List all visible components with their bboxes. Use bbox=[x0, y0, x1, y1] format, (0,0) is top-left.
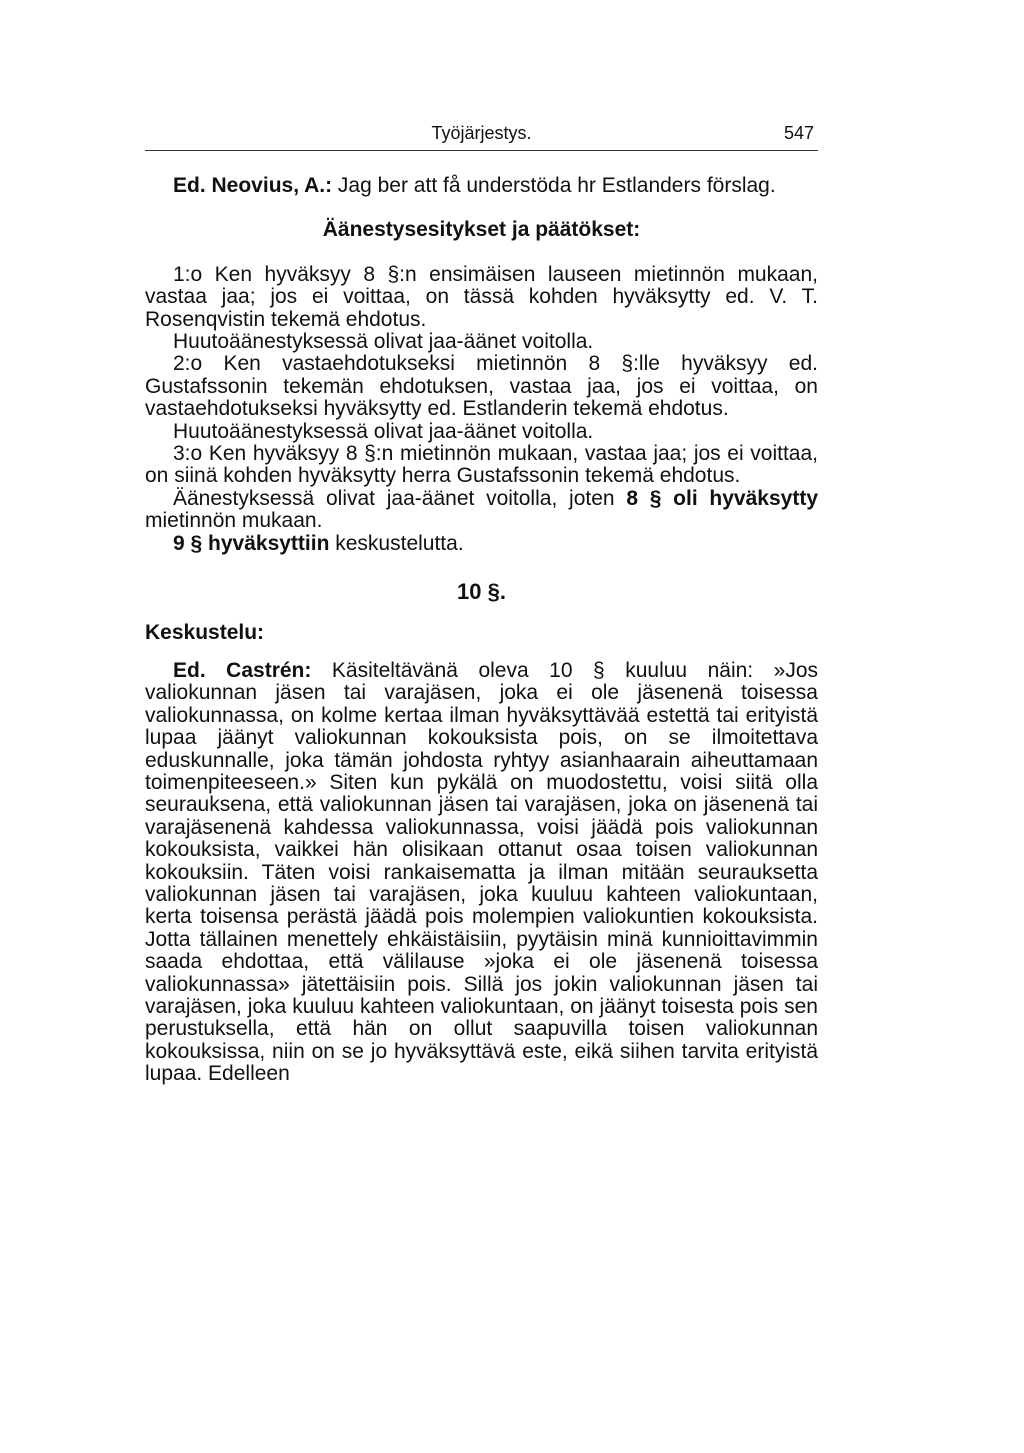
section-nine-end: keskustelutta. bbox=[329, 531, 464, 555]
section-nine-note bbox=[145, 533, 818, 555]
section-heading: 10 §. bbox=[457, 579, 506, 605]
vote-proposal-1: 1:o Ken hyväksyy 8 §:n ensimäisen lauseen mietinnön mukaan, vastaa jaa; jos ei voittaa, on tässä kohden hyväksytty ed. V. T. Rosenqvistin tekemä ehdotus. bbox=[145, 262, 818, 331]
vote-result-3-bold: 8 § oli hyväksytty bbox=[626, 486, 818, 510]
vote-result-3-start: Äänestyksessä olivat jaa-äänet voitolla, joten bbox=[173, 486, 627, 510]
votes-heading: Äänestysesitykset ja päätökset: bbox=[322, 218, 641, 242]
vote-result-3 bbox=[145, 488, 818, 533]
running-header bbox=[145, 117, 818, 151]
vote-result-3-end: mietinnön mukaan. bbox=[145, 509, 323, 533]
page-number: 547 bbox=[783, 123, 814, 143]
page-body bbox=[145, 175, 818, 1086]
speech-castren: Käsiteltävänä oleva 10 § kuuluu näin: »Jos valiokunnan jäsen tai varajäsen, joka ei ole jäsenenä toisessa valiokunnassa, on kolme kertaa ilman hyväksyttävää estettä tai erityistä lupaa jäänyt valiokunnan kokouksista pois, on se ilmoitettava eduskunnalle, joka tämän johdosta ryhtyy asianhaarain aiheuttamaan toimenpiteeseen.» Siten kun pykälä on muodostettu, voisi siitä olla seurauksena, että valiokunnan jäsen tai varajäsen, joka on jäsenenä tai varajäsenenä kahdessa valiokunnassa, voisi jäädä pois valiokunnan kokouksista, vaikkei hän olisikaan ottanut osaa toisen valiokunnan kokouksiin. Täten voisi rankaisematta ja ilman mitään seurauksetta valiokunnan jäsen tai varajäsen, joka kuuluu kahteen valiokuntaan, kerta toisensa perästä jäädä pois molempien valiokuntien kokouksista. Jotta tällainen menettely ehkäistäisiin, pyytäisin minä kunnioittavimmin saada ehdottaa, että välilause »joka ei ole jäsenenä toisessa valiokunnassa» jätettäisiin pois. Sillä jos jokin valiokunnan jäsen tai varajäsen, joka kuuluu kahteen valiokuntaan, on jäänyt toisesta pois sen perustuksella, että hän on ollut saapuvilla toisen valiokunnan kokouksissa, niin on se jo hyväksyttävä este, eikä siihen tarvita erityistä lupaa. Edelleen bbox=[145, 658, 818, 1086]
paragraph-castren bbox=[145, 660, 818, 1086]
vote-proposal-3: 3:o Ken hyväksyy 8 §:n mietinnön mukaan, vastaa jaa; jos ei voittaa, on siinä kohden hyväksytty herra Gustafssonin tekemä ehdotus. bbox=[145, 442, 818, 488]
section-nine-bold: 9 § hyväksyttiin bbox=[173, 531, 330, 555]
paragraph-neovius bbox=[145, 175, 818, 197]
header-rule bbox=[145, 150, 818, 151]
speaker-castren: Ed. Castrén: bbox=[173, 658, 312, 682]
vote-result-2: Huutoäänestyksessä olivat jaa-äänet voitolla. bbox=[173, 419, 594, 443]
speech-neovius: Jag ber att få understöda hr Estlanders förslag. bbox=[332, 174, 776, 197]
speaker-neovius: Ed. Neovius, A.: bbox=[173, 174, 333, 197]
vote-result-1: Huutoäänestyksessä olivat jaa-äänet voitolla. bbox=[173, 330, 594, 354]
vote-proposal-2: 2:o Ken vastaehdotukseksi mietinnön 8 §:lle hyväksyy ed. Gustafssonin tekemän ehdotuksen, vastaa jaa, jos ei voittaa, on vastaehdotukseksi hyväksytty ed. Estlanderin tekemä ehdotus. bbox=[145, 352, 818, 421]
discussion-label: Keskustelu: bbox=[145, 620, 265, 644]
running-title: Työjärjestys. bbox=[431, 123, 532, 143]
